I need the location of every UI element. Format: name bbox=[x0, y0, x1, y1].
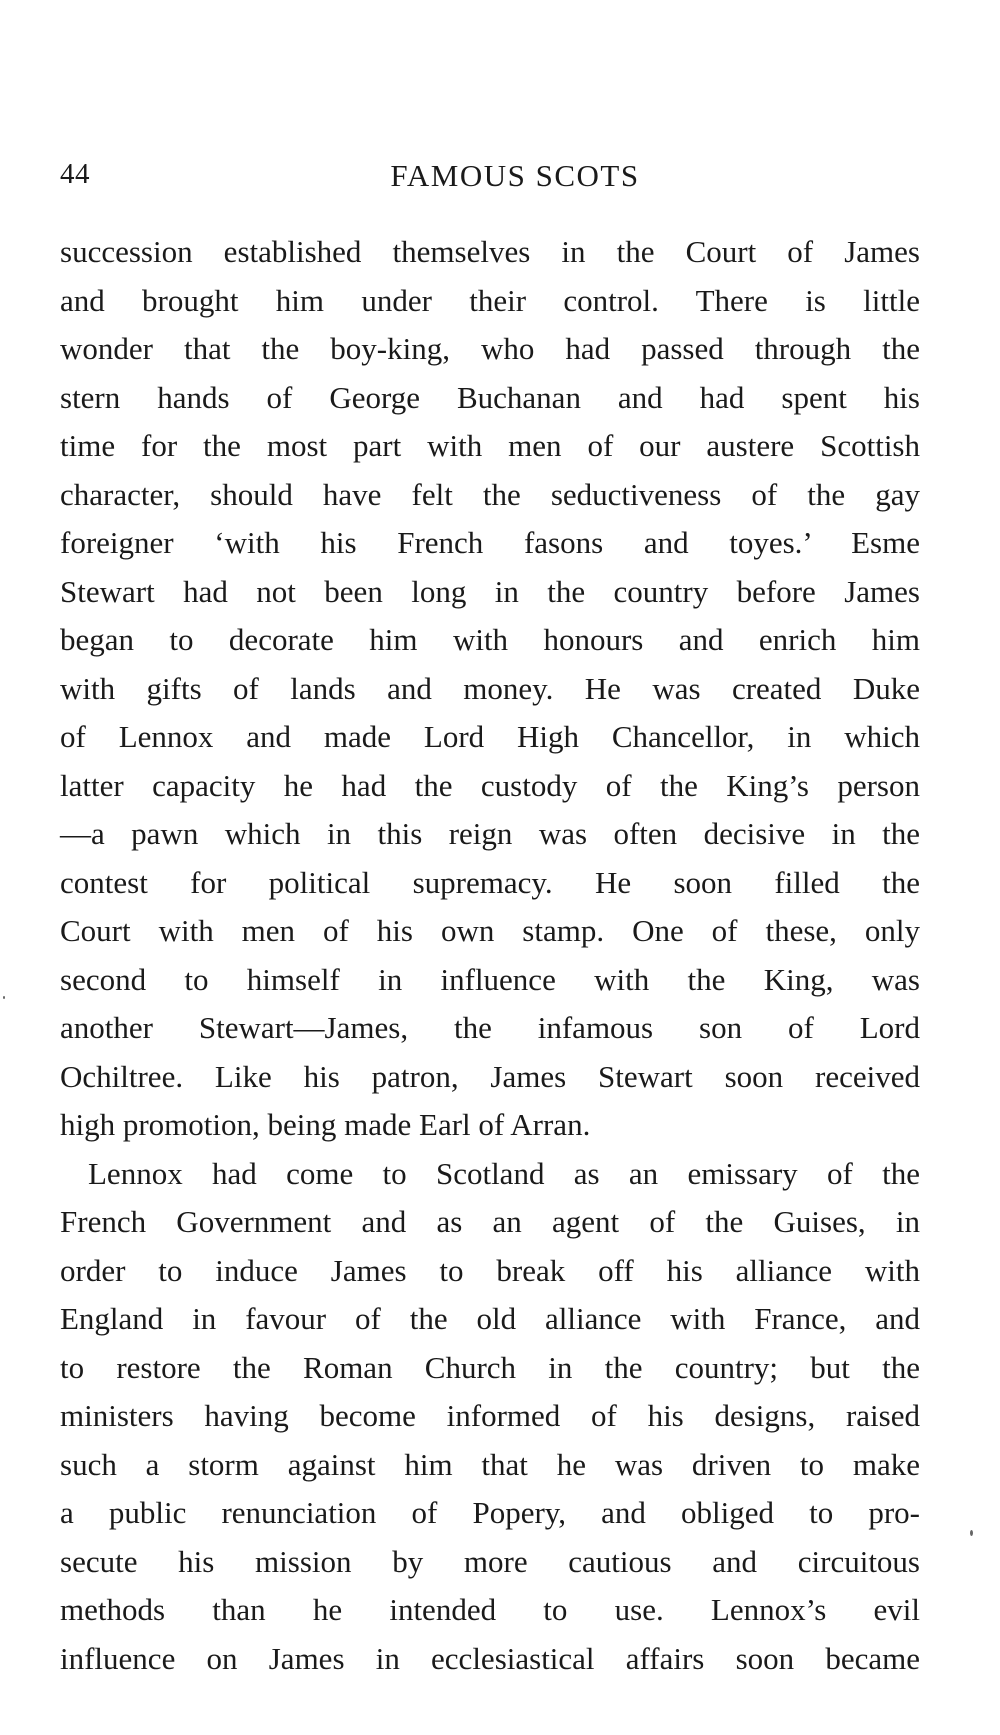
text-line: Stewart had not been long in the country before James bbox=[60, 573, 920, 609]
text-line: of Lennox and made Lord High Chancellor, in which bbox=[60, 719, 920, 754]
text-line: such a storm against him that he was driven to make bbox=[60, 1446, 920, 1482]
page-header bbox=[60, 158, 920, 198]
text-line: Ochiltree. Like his patron, James Stewart soon received bbox=[60, 1058, 920, 1094]
text-line: wonder that the boy-king, who had passed through the bbox=[60, 331, 920, 366]
running-title: FAMOUS SCOTS bbox=[390, 158, 640, 193]
text-line: Court with men of his own stamp. One of these, only bbox=[60, 913, 920, 948]
text-line: began to decorate him with honours and enrich him bbox=[60, 622, 920, 657]
text-line: succession established themselves in the Court of James bbox=[60, 234, 920, 269]
text-line: another Stewart—James, the infamous son of Lord bbox=[60, 1010, 920, 1045]
text-line: French Government and as an agent of the Guises, in bbox=[60, 1204, 920, 1239]
text-line: ministers having become informed of his designs, raised bbox=[60, 1398, 920, 1433]
scan-speck bbox=[970, 1530, 973, 1536]
text-line: methods than he intended to use. Lennox’s evil bbox=[60, 1592, 920, 1627]
text-line: time for the most part with men of our austere Scottish bbox=[60, 428, 920, 463]
text-line: Lennox had come to Scotland as an emissary of the bbox=[88, 1155, 920, 1191]
page-number: 44 bbox=[60, 158, 90, 190]
paragraph-1 bbox=[60, 228, 920, 1150]
text-line: stern hands of George Buchanan and had spent his bbox=[60, 379, 920, 415]
text-line: and brought him under their control. There is little bbox=[60, 282, 920, 318]
text-line: contest for political supremacy. He soon filled the bbox=[60, 864, 920, 900]
text-line: —a pawn which in this reign was often decisive in the bbox=[60, 816, 920, 851]
text-line: foreigner ‘with his French fasons and toyes.’ Esme bbox=[60, 525, 920, 560]
text-line: latter capacity he had the custody of the King’s person bbox=[60, 767, 920, 803]
text-line: with gifts of lands and money. He was created Duke bbox=[60, 670, 920, 706]
text-line: second to himself in influence with the King, was bbox=[60, 961, 920, 997]
text-line: character, should have felt the seductiveness of the gay bbox=[60, 476, 920, 512]
text-line: a public renunciation of Popery, and obliged to pro- bbox=[60, 1495, 920, 1530]
paragraph-2 bbox=[60, 1150, 920, 1684]
body-text bbox=[60, 228, 920, 1683]
text-line: secute his mission by more cautious and circuitous bbox=[60, 1543, 920, 1579]
scan-speck bbox=[3, 996, 5, 999]
text-line: order to induce James to break off his alliance with bbox=[60, 1252, 920, 1288]
text-line: to restore the Roman Church in the country; but the bbox=[60, 1349, 920, 1385]
text-line: England in favour of the old alliance with France, and bbox=[60, 1301, 920, 1336]
text-line: high promotion, being made Earl of Arran. bbox=[60, 1107, 591, 1142]
text-line: influence on James in ecclesiastical affairs soon became bbox=[60, 1640, 920, 1676]
